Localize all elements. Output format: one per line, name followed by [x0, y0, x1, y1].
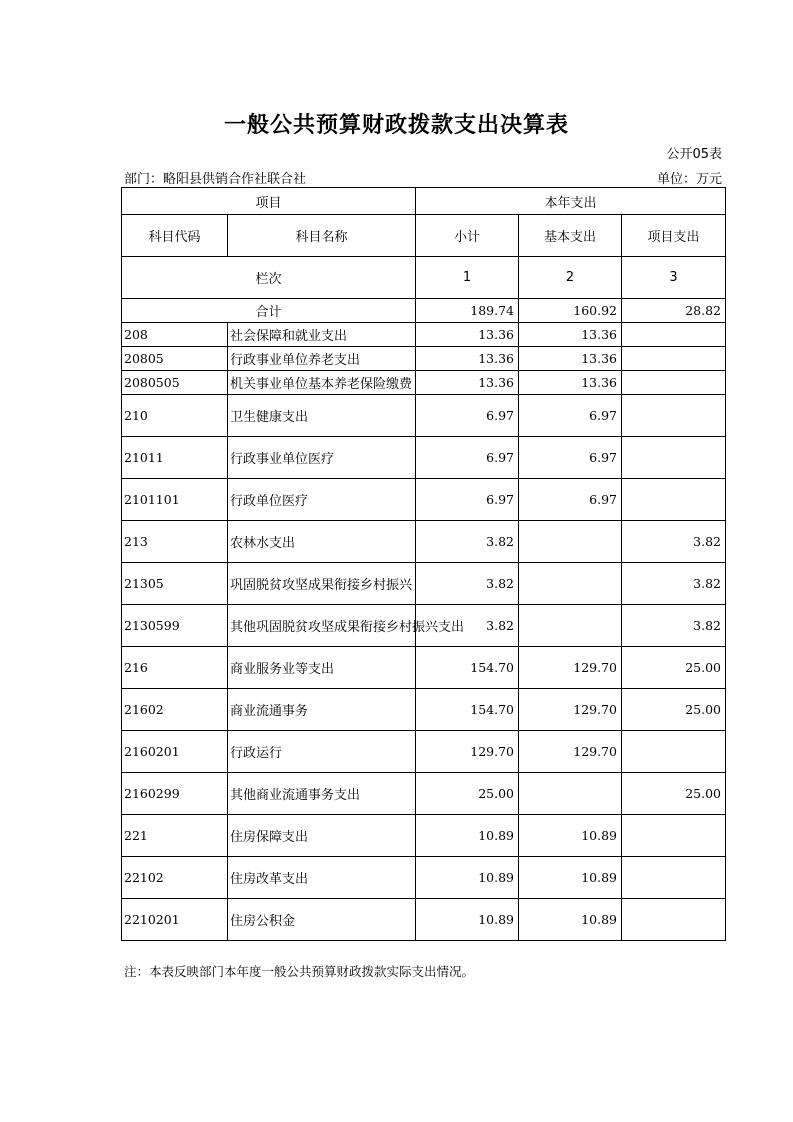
row-name: 行政事业单位养老支出: [228, 347, 416, 371]
total-label: 合计: [122, 299, 416, 323]
table-row: [122, 647, 726, 689]
row-name: 行政运行: [228, 731, 416, 773]
header-row-1: [122, 188, 726, 215]
row-subtotal: 3.82: [416, 605, 519, 647]
row-code: 22102: [122, 857, 228, 899]
row-project: [622, 437, 726, 479]
total-project: 28.82: [622, 299, 726, 323]
row-subtotal: 129.70: [416, 731, 519, 773]
row-basic: 129.70: [519, 731, 622, 773]
row-basic: 13.36: [519, 347, 622, 371]
row-name: 机关事业单位基本养老保险缴费: [228, 371, 416, 395]
row-project: 3.82: [622, 605, 726, 647]
row-basic: [519, 563, 622, 605]
row-code: 216: [122, 647, 228, 689]
row-basic: 10.89: [519, 899, 622, 941]
header-row-2: [122, 215, 726, 257]
header-item: 项目: [122, 188, 416, 215]
row-name: 社会保障和就业支出: [228, 323, 416, 347]
row-basic: 10.89: [519, 857, 622, 899]
row-name: 商业服务业等支出: [228, 647, 416, 689]
department-label: 部门：略阳县供销合作社联合社: [124, 172, 307, 187]
row-code: 21011: [122, 437, 228, 479]
total-basic: 160.92: [519, 299, 622, 323]
row-basic: 13.36: [519, 323, 622, 347]
row-basic: 6.97: [519, 479, 622, 521]
row-name: 农林水支出: [228, 521, 416, 563]
row-subtotal: 154.70: [416, 647, 519, 689]
row-subtotal: 13.36: [416, 371, 519, 395]
row-project: [622, 395, 726, 437]
row-code: 20805: [122, 347, 228, 371]
row-name: 住房保障支出: [228, 815, 416, 857]
row-subtotal: 10.89: [416, 899, 519, 941]
row-name: 住房公积金: [228, 899, 416, 941]
row-basic: [519, 521, 622, 563]
footnote: 注：本表反映部门本年度一般公共预算财政拨款实际支出情况。: [124, 964, 475, 979]
row-name: 卫生健康支出: [228, 395, 416, 437]
table-row: [122, 689, 726, 731]
row-code: 213: [122, 521, 228, 563]
row-project: 3.82: [622, 521, 726, 563]
table-row: [122, 605, 726, 647]
row-project: [622, 815, 726, 857]
table-row: [122, 773, 726, 815]
row-name: 其他商业流通事务支出: [228, 773, 416, 815]
table-row: [122, 479, 726, 521]
table-row: [122, 323, 726, 347]
row-subtotal: 3.82: [416, 563, 519, 605]
table-row: [122, 371, 726, 395]
row-project: 25.00: [622, 689, 726, 731]
row-code: 221: [122, 815, 228, 857]
col-index-3: 3: [622, 257, 726, 299]
total-subtotal: 189.74: [416, 299, 519, 323]
row-project: 25.00: [622, 773, 726, 815]
row-project: [622, 371, 726, 395]
header-basic: 基本支出: [519, 215, 622, 257]
row-basic: 13.36: [519, 371, 622, 395]
expenditure-table: [121, 187, 726, 941]
form-code: 公开05表: [666, 147, 722, 162]
row-name: 商业流通事务: [228, 689, 416, 731]
row-project: [622, 731, 726, 773]
header-name: 科目名称: [228, 215, 416, 257]
table-row: [122, 437, 726, 479]
row-code: 2160201: [122, 731, 228, 773]
row-subtotal: 3.82: [416, 521, 519, 563]
row-subtotal: 13.36: [416, 323, 519, 347]
row-subtotal: 10.89: [416, 815, 519, 857]
page-title: 一般公共预算财政拨款支出决算表: [223, 113, 569, 138]
row-subtotal: 6.97: [416, 437, 519, 479]
row-name: 行政事业单位医疗: [228, 437, 416, 479]
table-row: [122, 815, 726, 857]
row-basic: [519, 605, 622, 647]
row-code: 2101101: [122, 479, 228, 521]
row-subtotal: 13.36: [416, 347, 519, 371]
row-basic: 129.70: [519, 647, 622, 689]
row-code: 2130599: [122, 605, 228, 647]
row-project: [622, 479, 726, 521]
row-code: 2160299: [122, 773, 228, 815]
row-project: [622, 323, 726, 347]
row-code: 210: [122, 395, 228, 437]
header-row-index: [122, 257, 726, 299]
row-subtotal: 10.89: [416, 857, 519, 899]
row-code: 21602: [122, 689, 228, 731]
row-subtotal: 154.70: [416, 689, 519, 731]
header-subtotal: 小计: [416, 215, 519, 257]
table-row: [122, 899, 726, 941]
row-basic: 6.97: [519, 395, 622, 437]
row-project: 25.00: [622, 647, 726, 689]
table-row: [122, 395, 726, 437]
row-name: 其他巩固脱贫攻坚成果衔接乡村振兴支出: [228, 605, 416, 647]
row-name: 巩固脱贫攻坚成果衔接乡村振兴: [228, 563, 416, 605]
row-name: 行政单位医疗: [228, 479, 416, 521]
col-index-2: 2: [519, 257, 622, 299]
header-current-year: 本年支出: [416, 188, 726, 215]
row-basic: 6.97: [519, 437, 622, 479]
header-code: 科目代码: [122, 215, 228, 257]
total-row: [122, 299, 726, 323]
row-subtotal: 25.00: [416, 773, 519, 815]
row-basic: [519, 773, 622, 815]
unit-label: 单位：万元: [656, 172, 722, 187]
table-row: [122, 857, 726, 899]
row-code: 2210201: [122, 899, 228, 941]
row-subtotal: 6.97: [416, 479, 519, 521]
table-row: [122, 347, 726, 371]
row-project: [622, 899, 726, 941]
col-index-1: 1: [416, 257, 519, 299]
row-basic: 129.70: [519, 689, 622, 731]
row-project: [622, 857, 726, 899]
header-project: 项目支出: [622, 215, 726, 257]
row-code: 2080505: [122, 371, 228, 395]
row-project: [622, 347, 726, 371]
row-project: 3.82: [622, 563, 726, 605]
table-row: [122, 731, 726, 773]
table-row: [122, 563, 726, 605]
table-row: [122, 521, 726, 563]
row-index-label: 栏次: [122, 257, 416, 299]
row-code: 208: [122, 323, 228, 347]
row-name: 住房改革支出: [228, 857, 416, 899]
row-basic: 10.89: [519, 815, 622, 857]
row-subtotal: 6.97: [416, 395, 519, 437]
row-code: 21305: [122, 563, 228, 605]
